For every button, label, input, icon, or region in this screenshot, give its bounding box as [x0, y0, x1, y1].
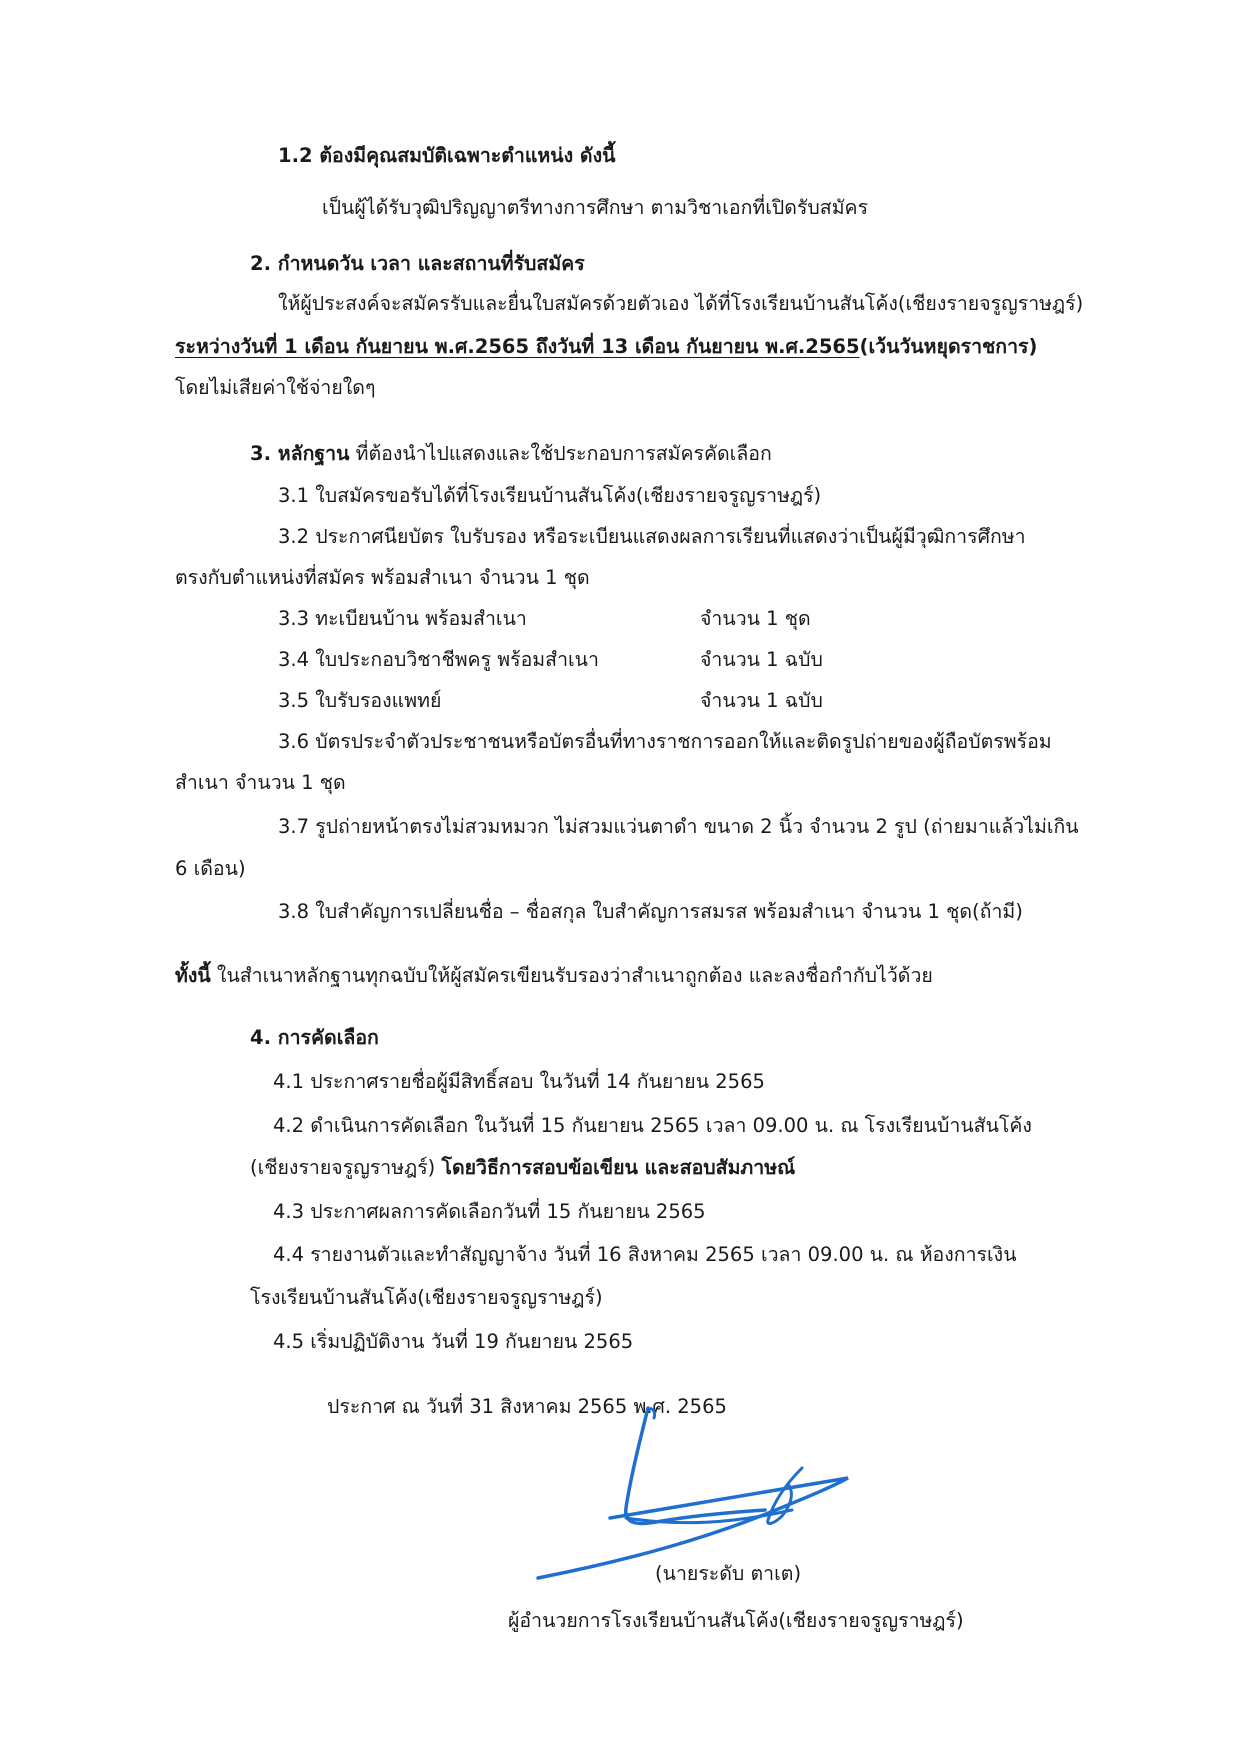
signer-title: ผู้อำนวยการโรงเรียนบ้านสันโค้ง(เชียงรายจรูญราษฎร์) — [508, 1609, 964, 1632]
section-1-2-heading: 1.2 ต้องมีคุณสมบัติเฉพาะตำแหน่ง ดังนี้ — [278, 144, 616, 167]
item-3-8: 3.8 ใบสำคัญการเปลี่ยนชื่อ – ชื่อสกุล ใบสำคัญการสมรส พร้อมสำเนา จำนวน 1 ชุด(ถ้ามี) — [278, 900, 1023, 923]
item-3-6-b: สำเนา จำนวน 1 ชุด — [175, 771, 346, 794]
section-2-line3: โดยไม่เสียค่าใช้จ่ายใดๆ — [175, 376, 376, 399]
note-line — [175, 962, 933, 990]
note-rest: ในสำเนาหลักฐานทุกฉบับให้ผู้สมัครเขียนรับรองว่าสำเนาถูกต้อง และลงชื่อกำกับไว้ด้วย — [210, 964, 933, 987]
item-4-5: 4.5 เริ่มปฏิบัติงาน วันที่ 19 กันยายน 2565 — [273, 1330, 634, 1353]
section-2-line1: ให้ผู้ประสงค์จะสมัครรับและยื่นใบสมัครด้วยตัวเอง ได้ที่โรงเรียนบ้านสันโค้ง(เชียงรายจรูญราษฎร์) — [278, 292, 1084, 315]
signature-image — [530, 1400, 880, 1580]
signer-name: (นายระดับ ตาเต) — [655, 1562, 802, 1585]
item-4-2-b-plain: (เชียงรายจรูญราษฎร์) — [250, 1156, 442, 1179]
section-4-heading: 4. การคัดเลือก — [250, 1026, 379, 1049]
item-4-2-b-bold: โดยวิธีการสอบข้อเขียน และสอบสัมภาษณ์ — [441, 1156, 796, 1179]
item-4-2-a: 4.2 ดำเนินการคัดเลือก ในวันที่ 15 กันยายน 2565 เวลา 09.00 น. ณ โรงเรียนบ้านสันโค้ง — [273, 1114, 1032, 1137]
section-3-heading — [250, 440, 772, 468]
item-4-2-b — [250, 1154, 795, 1182]
section-2-heading: 2. กำหนดวัน เวลา และสถานที่รับสมัคร — [250, 252, 585, 275]
item-4-4-a: 4.4 รายงานตัวและทำสัญญาจ้าง วันที่ 16 สิงหาคม 2565 เวลา 09.00 น. ณ ห้องการเงิน — [273, 1243, 1017, 1266]
item-4-3: 4.3 ประกาศผลการคัดเลือกวันที่ 15 กันยายน 2565 — [273, 1200, 706, 1223]
item-3-3-amount: จำนวน 1 ชุด — [700, 607, 811, 630]
item-4-4-b: โรงเรียนบ้านสันโค้ง(เชียงรายจรูญราษฎร์) — [250, 1286, 603, 1309]
note-bold: ทั้งนี้ — [175, 964, 211, 987]
announcement-date: ประกาศ ณ วันที่ 31 สิงหาคม 2565 พ.ศ. 2565 — [327, 1395, 727, 1418]
signature-stroke-2 — [648, 1409, 655, 1418]
section-2-date-line — [175, 333, 1037, 361]
date-range: ระหว่างวันที่ 1 เดือน กันยายน พ.ศ.2565 ถึงวันที่ 13 เดือน กันยายน พ.ศ.2565 — [175, 335, 860, 358]
item-3-5: 3.5 ใบรับรองแพทย์ — [278, 689, 442, 712]
item-3-4-amount: จำนวน 1 ฉบับ — [700, 648, 823, 671]
item-3-7-a: 3.7 รูปถ่ายหน้าตรงไม่สวมหมวก ไม่สวมแว่นตาดำ ขนาด 2 นิ้ว จำนวน 2 รูป (ถ่ายมาแล้วไม่เกิน — [278, 815, 1079, 838]
signature-stroke-1 — [626, 1408, 765, 1523]
section-3-heading-rest: ที่ต้องนำไปแสดงและใช้ประกอบการสมัครคัดเลือก — [349, 442, 772, 465]
item-3-2-b: ตรงกับตำแหน่งที่สมัคร พร้อมสำเนา จำนวน 1 ชุด — [175, 566, 590, 589]
section-3-heading-bold: 3. หลักฐาน — [250, 442, 350, 465]
item-4-1: 4.1 ประกาศรายชื่อผู้มีสิทธิ์สอบ ในวันที่ 14 กันยายน 2565 — [273, 1070, 765, 1093]
item-3-2-a: 3.2 ประกาศนียบัตร ใบรับรอง หรือระเบียนแสดงผลการเรียนที่แสดงว่าเป็นผู้มีวุฒิการศึกษา — [278, 525, 1026, 548]
item-3-6-a: 3.6 บัตรประจำตัวประชาชนหรือบัตรอื่นที่ทางราชการออกให้และติดรูปถ่ายของผู้ถือบัตรพร้อม — [278, 730, 1052, 753]
item-3-3: 3.3 ทะเบียนบ้าน พร้อมสำเนา — [278, 607, 527, 630]
item-3-4: 3.4 ใบประกอบวิชาชีพครู พร้อมสำเนา — [278, 648, 599, 671]
item-3-7-b: 6 เดือน) — [175, 857, 246, 880]
item-3-5-amount: จำนวน 1 ฉบับ — [700, 689, 823, 712]
item-3-1: 3.1 ใบสมัครขอรับได้ที่โรงเรียนบ้านสันโค้ง(เชียงรายจรูญราษฎร์) — [278, 484, 822, 507]
except-holidays: (เว้นวันหยุดราชการ) — [859, 335, 1038, 358]
section-1-2-body: เป็นผู้ได้รับวุฒิปริญญาตรีทางการศึกษา ตามวิชาเอกที่เปิดรับสมัคร — [322, 196, 869, 219]
